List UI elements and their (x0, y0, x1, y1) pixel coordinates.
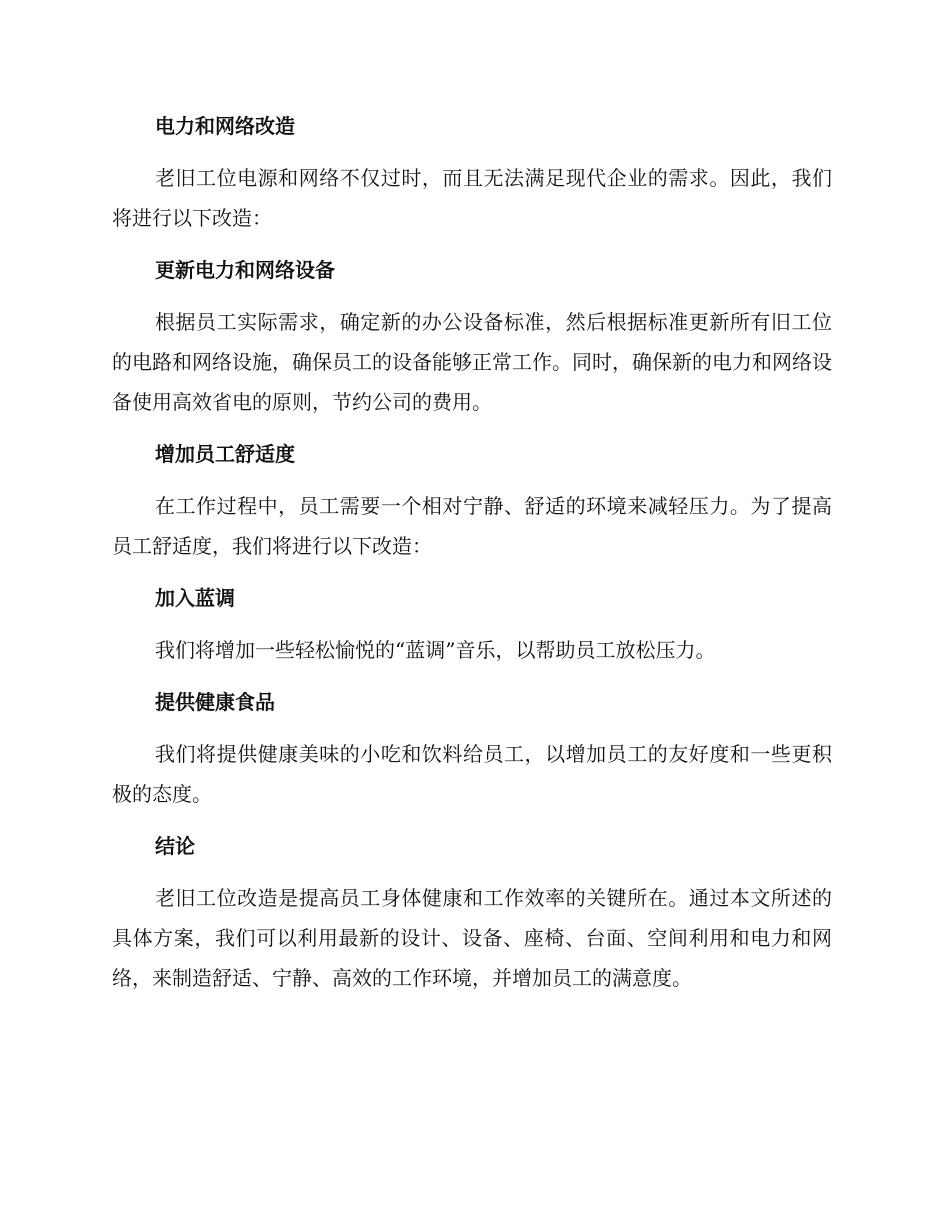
section-healthy-food (112, 682, 832, 814)
section-heading: 电力和网络改造 (155, 114, 295, 138)
section-heading: 增加员工舒适度 (155, 442, 295, 466)
section-paragraph: 老旧工位电源和网络不仅过时，而且无法满足现代企业的需求。因此，我们将进行以下改造： (112, 166, 832, 230)
section-heading: 加入蓝调 (155, 586, 235, 610)
section-heading: 提供健康食品 (155, 690, 275, 714)
section-heading: 结论 (155, 834, 195, 858)
section-blues-music (112, 578, 832, 670)
section-paragraph: 老旧工位改造是提高员工身体健康和工作效率的关键所在。通过本文所述的具体方案，我们可以利用最新的设计、设备、座椅、台面、空间利用和电力和网络，来制造舒适、宁静、高效的工作环境，并增加员工的满意度。 (112, 886, 832, 990)
section-paragraph: 在工作过程中，员工需要一个相对宁静、舒适的环境来减轻压力。为了提高员工舒适度，我们将进行以下改造： (112, 494, 832, 558)
document-page (112, 106, 832, 1010)
section-update-equipment (112, 250, 832, 422)
section-paragraph: 我们将提供健康美味的小吃和饮料给员工，以增加员工的友好度和一些更积极的态度。 (112, 742, 832, 806)
section-heading: 更新电力和网络设备 (155, 258, 335, 282)
section-paragraph: 我们将增加一些轻松愉悦的“蓝调”音乐，以帮助员工放松压力。 (155, 638, 716, 662)
section-paragraph: 根据员工实际需求，确定新的办公设备标准，然后根据标准更新所有旧工位的电路和网络设施，确保员工的设备能够正常工作。同时，确保新的电力和网络设备使用高效省电的原则，节约公司的费用。 (112, 310, 832, 414)
section-comfort (112, 434, 832, 566)
section-conclusion (112, 826, 832, 998)
section-power-network (112, 106, 832, 238)
